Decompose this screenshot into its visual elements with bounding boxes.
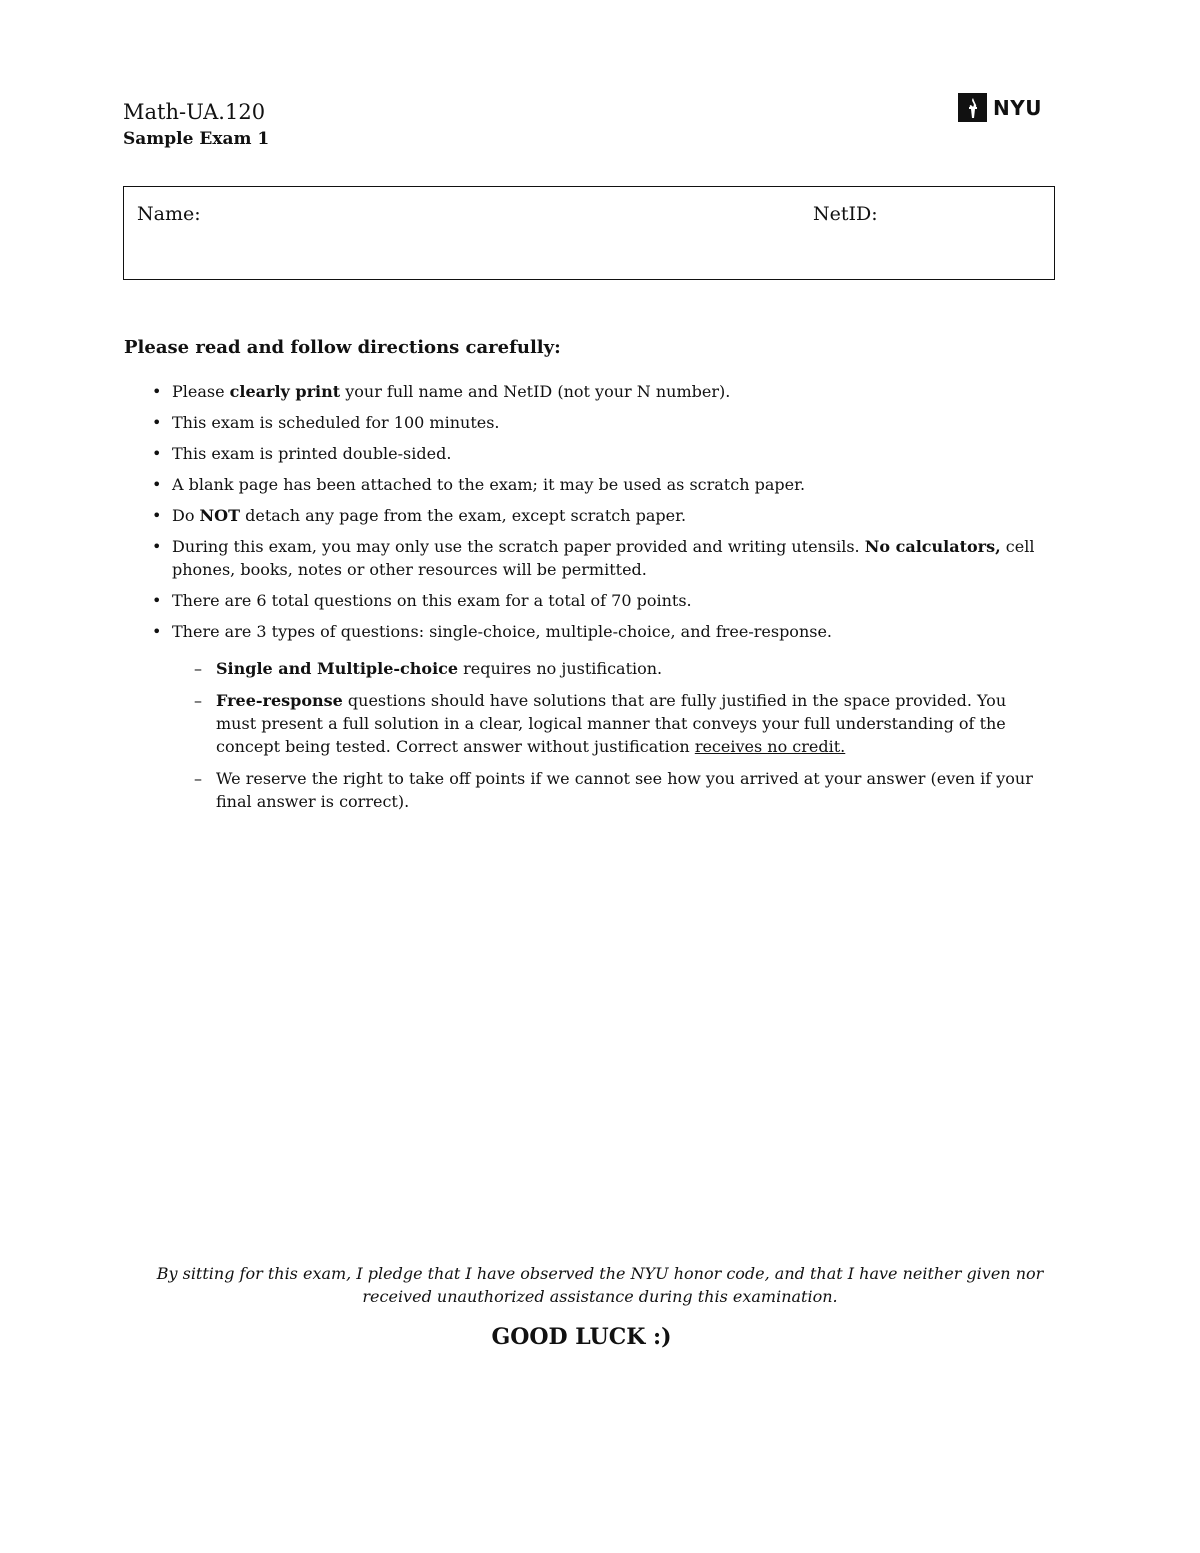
list-item: • Do NOT detach any page from the exam, except scratch paper. xyxy=(152,506,687,525)
dash-icon: – xyxy=(194,691,202,710)
list-item: • A blank page has been attached to the exam; it may be used as scratch paper. xyxy=(152,475,806,494)
bullet-icon: • xyxy=(152,506,162,525)
good-luck: GOOD LUCK :) xyxy=(491,1324,672,1350)
netid-label: NetID: xyxy=(813,203,878,225)
bullet-icon: • xyxy=(152,382,162,401)
bullet-icon: • xyxy=(152,413,162,432)
sub-list-item: – Free-response questions should have solutions that are fully justified in the space provided. You must present a full solution in a clear, logical manner that conveys your full understanding of the concept being tested. Correct answer without justification receives no credit. xyxy=(194,691,1007,756)
question-types-list xyxy=(194,657,1045,813)
student-info-box[interactable] xyxy=(123,186,1055,280)
list-item: • This exam is printed double-sided. xyxy=(152,444,452,463)
nyu-logo xyxy=(958,93,1042,122)
list-item: • Please clearly print your full name and NetID (not your N number). xyxy=(152,382,731,401)
dash-icon: – xyxy=(194,659,202,678)
sub-list-item: – Single and Multiple-choice requires no justification. xyxy=(194,659,663,678)
list-item: • During this exam, you may only use the scratch paper provided and writing utensils. No calculators, cell phones, books, notes or other resources will be permitted. xyxy=(152,537,1035,579)
list-item: • There are 6 total questions on this exam for a total of 70 points. xyxy=(152,591,692,610)
exam-subtitle: Sample Exam 1 xyxy=(123,129,270,149)
honor-pledge: By sitting for this exam, I pledge that I have observed the NYU honor code, and that I have neither given nor received unauthorized assistance during this examination. xyxy=(156,1264,1044,1306)
bullet-icon: • xyxy=(152,475,162,494)
bullet-icon: • xyxy=(152,537,162,556)
list-item: • This exam is scheduled for 100 minutes. xyxy=(152,413,500,432)
bullet-icon: • xyxy=(152,444,162,463)
bullet-icon: • xyxy=(152,622,162,641)
instructions-list xyxy=(150,380,1045,822)
name-label: Name: xyxy=(137,203,201,225)
course-title: Math-UA.120 xyxy=(123,100,266,124)
torch-icon xyxy=(958,93,987,122)
logo-wordmark: NYU xyxy=(993,95,1042,120)
instructions-heading: Please read and follow directions carefully: xyxy=(124,337,561,358)
sub-list-item: – We reserve the right to take off points if we cannot see how you arrived at your answer (even if your final answer is correct). xyxy=(194,769,1033,811)
bullet-icon: • xyxy=(152,591,162,610)
dash-icon: – xyxy=(194,769,202,788)
list-item: • There are 3 types of questions: single-choice, multiple-choice, and free-response. – Single and Multiple-choice requires no justification. – Free-response questions should have solutions that are fully justified in the space provided. You must present a full solution in a clear, logical manner that conveys your full understanding of the concept being tested. Correct answer without justification receives no credit. – We reserve the right to take off points if we cannot see how you arrived at your answer (even if your final answer is correct). xyxy=(150,620,1045,813)
